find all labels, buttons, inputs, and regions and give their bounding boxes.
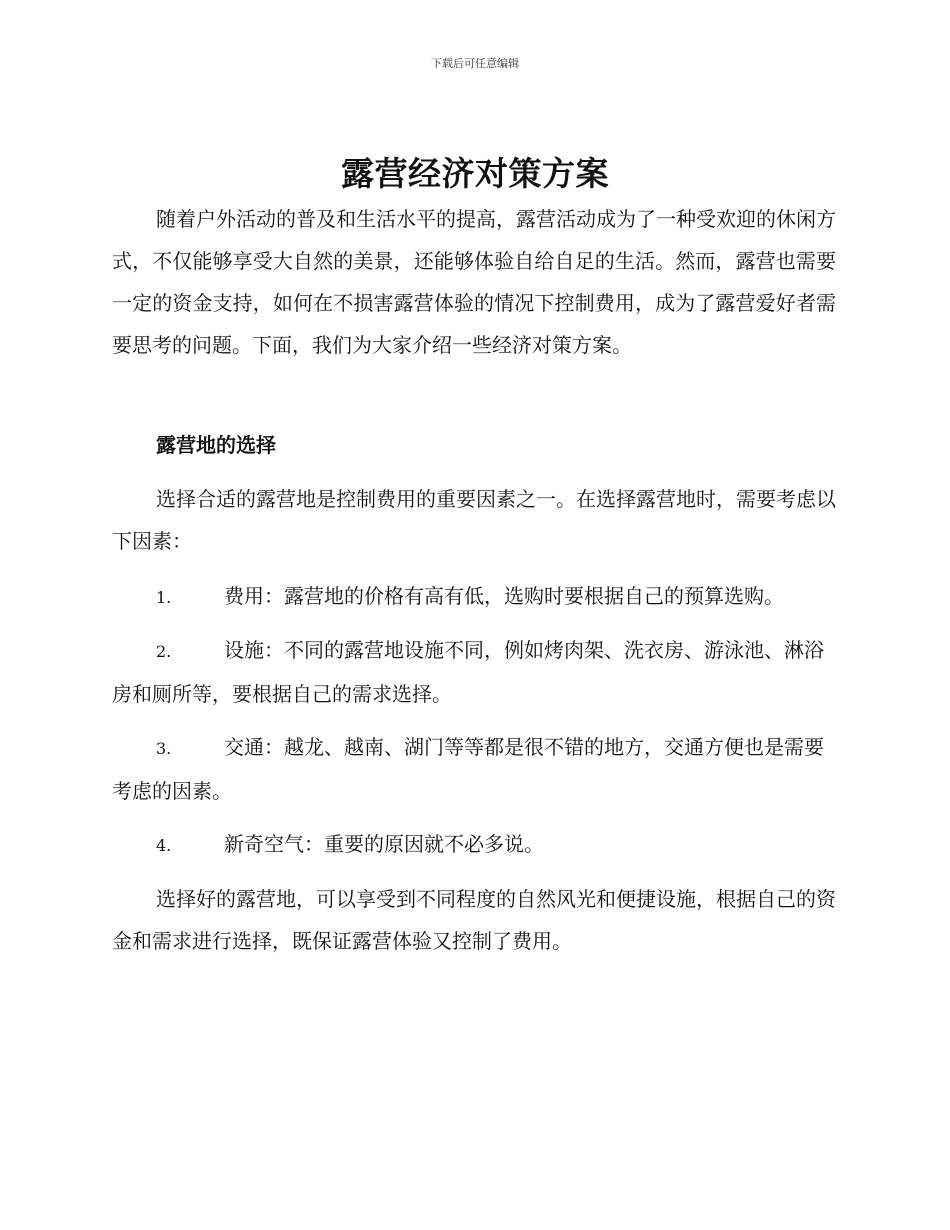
list-item-text: 设施：不同的露营地设施不同，例如烤肉架、洗衣房、游泳池、淋浴房和厕所等，要根据自己的需求选择。: [112, 638, 824, 706]
list-item-number: 2.: [156, 642, 172, 661]
list-item-text: 交通：越龙、越南、湖门等等都是很不错的地方，交通方便也是需要考虑的因素。: [112, 735, 824, 803]
list-item-text: 新奇空气：重要的原因就不必多说。: [224, 832, 544, 856]
list-item-text: 费用：露营地的价格有高有低，选购时要根据自己的预算选购。: [224, 584, 784, 608]
section-lead-paragraph: 选择合适的露营地是控制费用的重要因素之一。在选择露营地时，需要考虑以下因素：: [112, 487, 836, 553]
document-title: 露营经济对策方案: [341, 154, 609, 193]
list-item: [112, 726, 836, 812]
section-heading: 露营地的选择: [156, 433, 276, 457]
conclusion-paragraph: 选择好的露营地，可以享受到不同程度的自然风光和便捷设施，根据自己的资金和需求进行选择，既保证露营体验又控制了费用。: [112, 887, 836, 953]
list-item: [112, 823, 836, 867]
header-note: 下载后可任意编辑: [431, 57, 519, 70]
intro-paragraph: 随着户外活动的普及和生活水平的提高，露营活动成为了一种受欢迎的休闲方式，不仅能够享受大自然的美景，还能够体验自给自足的生活。然而，露营也需要一定的资金支持，如何在不损害露营体验的情况下控制费用，成为了露营爱好者需要思考的问题。下面，我们为大家介绍一些经济对策方案。: [112, 207, 836, 357]
list-item-number: 3.: [156, 739, 172, 758]
list-item-number: 1.: [156, 588, 172, 607]
list-item: [112, 629, 836, 715]
list-item: [112, 575, 836, 619]
list-item-number: 4.: [156, 836, 172, 855]
